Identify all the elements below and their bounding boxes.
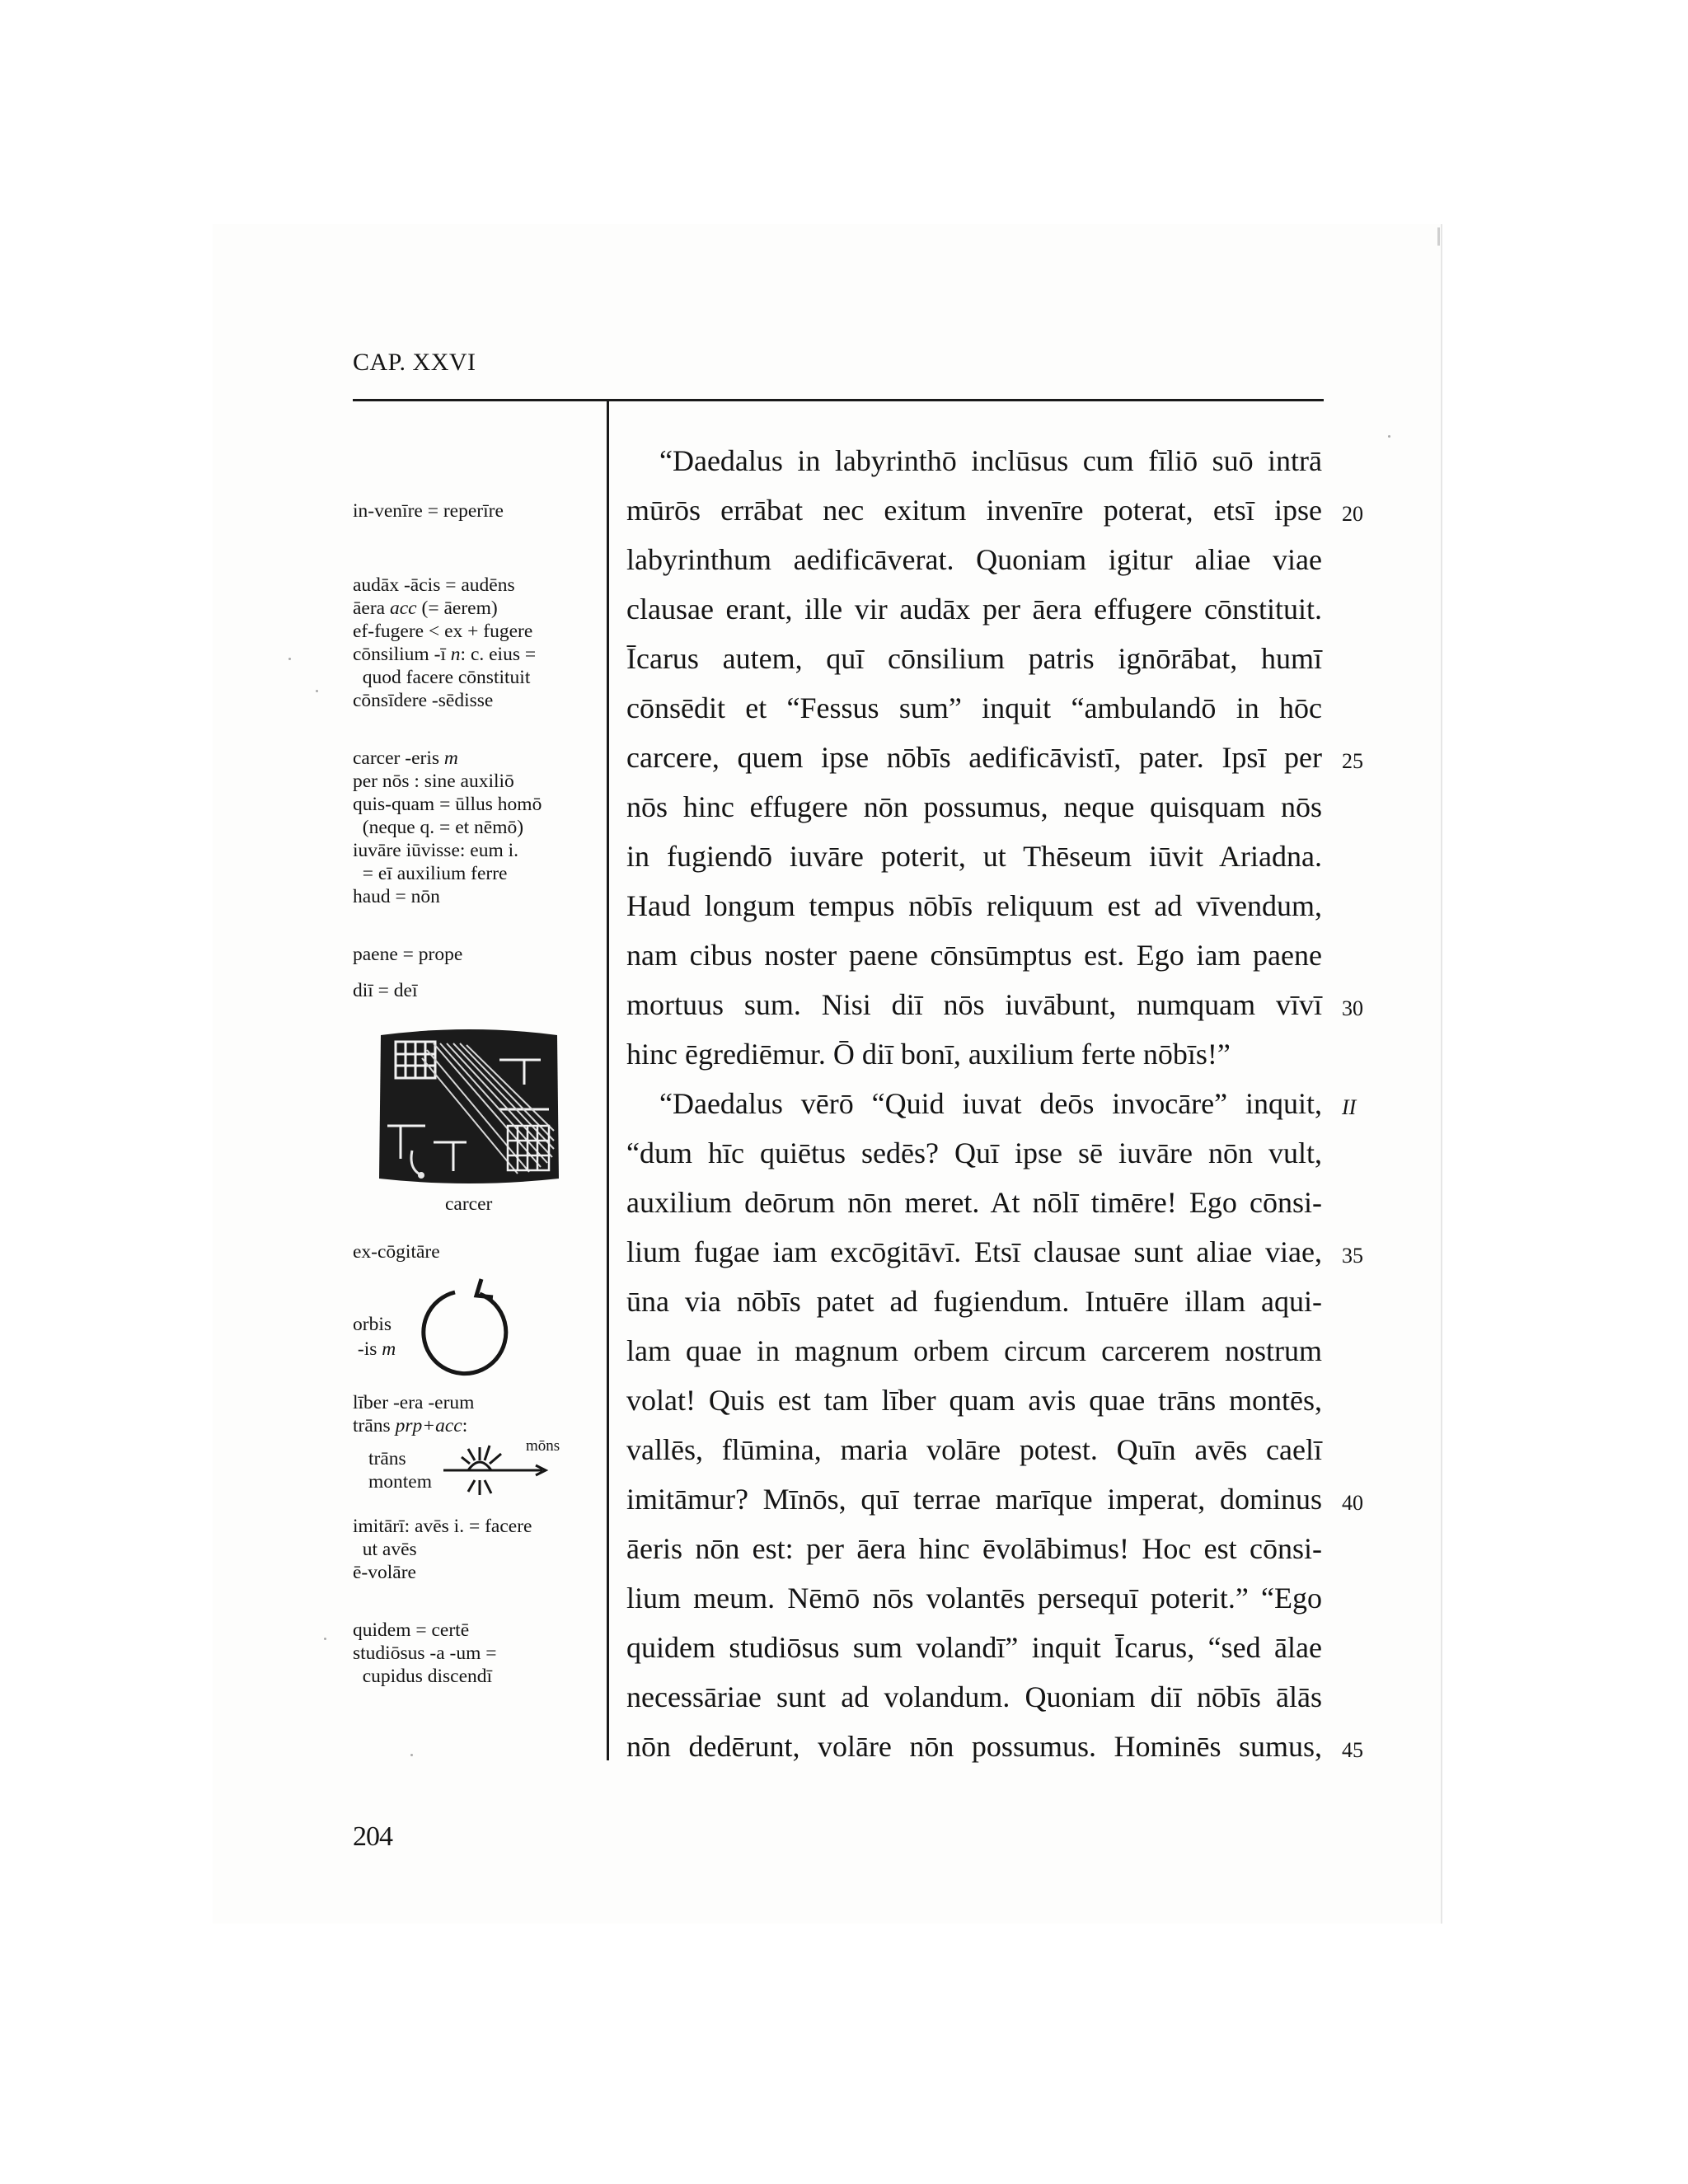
text-line: Haud longum tempus nōbīs reliquum est ad vīvendum, [626,889,1322,922]
montem-label: montem [368,1471,433,1493]
gloss-neque-q: (neque q. = et nēmō) [353,817,524,838]
text-line: vallēs, flūmina, maria volāre potest. Quīn avēs caelī [626,1433,1322,1466]
gloss-evolare: ē-volāre [353,1562,416,1583]
text-line: mūrōs errābat nec exitum invenīre poterat, etsī ipse [626,494,1322,527]
page-edge-shadow [1441,224,1442,1924]
line-number: 25 [1342,749,1363,773]
gloss-iuvare: iuvāre iūvisse: eum i. [353,840,519,861]
gloss-trans: trāns prp+acc: [353,1415,468,1436]
text-line: nōn dedērunt, volāre nōn possumus. Hominēs sumus, [626,1730,1322,1763]
scan-mark [1437,227,1440,246]
gloss-considere: cōnsīdere -sēdisse [353,690,494,711]
gloss-studiosus: studiōsus -a -um = [353,1643,497,1664]
speck [316,690,318,692]
carcer-illustration [376,1027,562,1187]
orbis-circle-illustration [407,1276,523,1381]
gloss-consilium-def: quod facere cōnstituit [353,667,531,688]
text-line: quidem studiōsus sum volandī” inquit Īcarus, “sed ālae [626,1631,1322,1664]
header-rule [353,399,1324,401]
text-line: necessāriae sunt ad volandum. Quoniam diī nōbīs ālās [626,1680,1322,1713]
gloss-imitari: imitārī: avēs i. = facere [353,1516,532,1537]
speck [410,1754,413,1756]
text-line: volat! Quis est tam līber quam avis quae trāns montēs, [626,1384,1322,1417]
gloss-quidem: quidem = certē [353,1619,470,1641]
chapter-header: CAP. XXVI [353,349,476,376]
gloss-invenire: in-venīre = reperīre [353,500,504,522]
text-line: in fugiendō iuvāre poterit, ut Thēseum iūvit Ariadna. [626,840,1322,873]
column-divider [607,399,609,1760]
orbis-label: orbis -is m [353,1314,396,1360]
line-number: 35 [1342,1244,1363,1268]
mons-label: mōns [526,1437,560,1455]
gloss-liber: līber -era -erum [353,1392,475,1413]
text-line: lam quae in magnum orbem circum carcerem nostrum [626,1334,1322,1367]
gloss-paene: paene = prope [353,944,463,965]
trans-label: trāns [368,1448,406,1469]
gloss-effugere: ef-fugere < ex + fugere [353,621,533,642]
text-line: labyrinthum aedificāverat. Quoniam igitur aliae viae [626,543,1322,576]
page-number: 204 [353,1821,392,1852]
text-line: lium meum. Nēmō nōs volantēs persequī poterit.” “Ego [626,1582,1322,1615]
text-line: “Daedalus vērō “Quid iuvat deōs invocāre” inquit, [659,1087,1322,1120]
section-number: II [1342,1095,1357,1119]
text-line: lium fugae iam excōgitāvī. Etsī clausae sunt aliae viae, [626,1235,1322,1268]
figure-caption-carcer: carcer [445,1193,493,1215]
gloss-dii: diī = deī [353,980,418,1001]
text-line: nōs hinc effugere nōn possumus, neque quisquam nōs [626,790,1322,823]
text-line: ūna via nōbīs patet ad fugiendum. Intuēre illam aqui- [626,1285,1322,1318]
text-line: āeris nōn est: per āera hinc ēvolābimus! Hoc est cōnsi- [626,1532,1322,1565]
gloss-consilium: cōnsilium -ī n: c. eius = [353,644,537,665]
line-number: 30 [1342,996,1363,1020]
text-line: imitāmur? Mīnōs, quī terrae marīque imperat, dominus [626,1483,1322,1516]
speck [1388,435,1390,438]
gloss-audax: audāx -ācis = audēns [353,574,515,596]
gloss-quisquam: quis-quam = ūllus homō [353,794,542,815]
text-line: mortuus sum. Nisi diī nōs iuvābunt, numquam vīvī [626,988,1322,1021]
line-number: 20 [1342,502,1363,526]
text-line: Īcarus autem, quī cōnsilium patris ignōrābat, humī [626,642,1322,675]
text-line: auxilium deōrum nōn meret. At nōlī timēre! Ego cōnsi- [626,1186,1322,1219]
gloss-iuvare-def: = eī auxilium ferre [353,863,508,884]
gloss-aera: āera acc (= āerem) [353,598,498,619]
gloss-studiosus-def: cupidus discendī [353,1666,493,1687]
text-line: clausae erant, ille vir audāx per āera effugere cōnstituit. [626,593,1322,626]
text-line: “dum hīc quiētus sedēs? Quī ipse sē iuvāre nōn vult, [626,1137,1322,1169]
text-line: hinc ēgrediēmur. Ō diī bonī, auxilium ferte nōbīs!” [626,1038,1231,1071]
gloss-per-nos: per nōs : sine auxiliō [353,771,514,792]
gloss-imitari-def: ut avēs [353,1539,417,1560]
gloss-carcer: carcer -eris m [353,748,458,769]
text-line: cōnsēdit et “Fessus sum” inquit “ambulandō in hōc [626,691,1322,724]
text-line: nam cibus noster paene cōnsūmptus est. Ego iam paene [626,939,1322,972]
text-line: carcere, quem ipse nōbīs aedificāvistī, pater. Ipsī per [626,741,1322,774]
line-number: 40 [1342,1491,1363,1515]
gloss-haud: haud = nōn [353,886,440,907]
line-number: 45 [1342,1738,1363,1762]
text-line: “Daedalus in labyrinthō inclūsus cum fīliō suō intrā [659,444,1322,477]
speck [324,1638,326,1640]
gloss-excogitare: ex-cōgitāre [353,1241,440,1263]
speck [288,658,291,660]
